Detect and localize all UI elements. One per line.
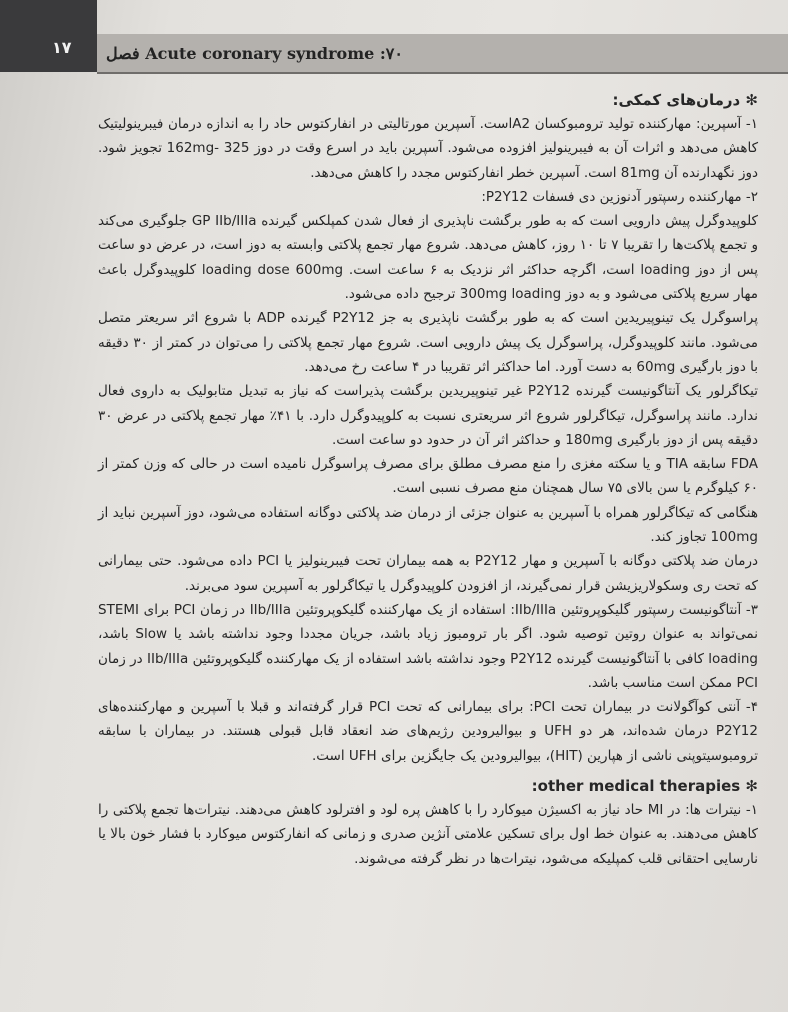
- paragraph-ticagrelor: تیکاگرلور یک آنتاگونیست گیرنده P2Y12 غیر تینوپیریدین برگشت پذیراست که نیاز به تبدیل متابولیک به داروی فعال ندارد. مانند پراسوگرل، تیکاگرلور شروع اثر سریعتری نسبت به کلوپیدوگرل دارد. با ۴۱٪ مهار تجمع پلاکتی در عرض ۳۰ دقیقه پس از دوز بارگیری 180mg و حداکثر اثر آن در حدود دو ساعت است.: [98, 383, 758, 448]
- main-text: [98, 88, 758, 871]
- paragraph-prasugrel: پراسوگرل یک تینوپیریدین است که به طور برگشت ناپذیری به جز P2Y12 گیرنده ADP با شروع اثر سریعتر متصل می‌شود. مانند کلوپیدوگرل، پراسوگرل یک پیش دارویی است. شروع مهار تجمع پلاکتی را می‌توان در کمتر از ۳۰ دقیقه با دوز بارگیری 60mg به دست آورد. اما حداکثر اثر تقریبا در ۴ ساعت رخ می‌دهد.: [98, 310, 758, 375]
- paragraph-gp-iib-iiia: ۳- آنتاگونیست رسپتور گلیکوپروتئین IIb/IIIa: استفاده از یک مهارکننده گلیکوپروتئین IIb/IIIa در زمان PCI برای STEMI نمی‌تواند به عنوان روتین توصیه شود. اگر بار ترومبوز زیاد باشد، جریان مجددا وجود نداشته باشد یا Slow باشد، loading کافی با آنتاگونیست گیرنده P2Y12 وجود نداشته باشد استفاده از یک مهارکننده گلیکوپروتئین IIb/IIIa در زمان PCI ممکن است مناسب باشد.: [98, 601, 758, 691]
- paragraph-fda: FDA سابقه TIA و یا سکته مغزی را منع مصرف مطلق برای مصرف پراسوگرل نامیده است در حالی که وزن کمتر از ۶۰ کیلوگرم یا سن بالای ۷۵ سال همچنان منع مصرف نسبی است.: [98, 456, 758, 497]
- paragraph-ticagrelor-aspirin-dose: هنگامی که تیکاگرلور همراه با آسپرین به عنوان جزئی از درمان ضد پلاکتی دوگانه استفاده می‌شود، دوز آسپرین نباید از 100mg تجاوز کند.: [98, 504, 758, 546]
- section-heading-other-medical-therapies: ✻ other medical therapies:: [531, 777, 758, 796]
- paragraph-anticoagulant: ۴- آنتی کوآگولانت در بیماران تحت PCI: برای بیمارانی که تحت PCI قرار گرفته‌اند و قبلا با آسپرین و مهارکننده‌های P2Y12 درمان شده‌اند، هر دو UFH و بیوالیرودین رژیم‌های ضد انعقاد قابل قبولی هستند. در بیماران با سابقه ترومبوسیتوپنی ناشی از هپارین (HIT)، بیوالیرودین یک جایگزین برای UFH است.: [98, 699, 758, 764]
- paragraph-clopidogrel: کلوپیدوگرل پیش دارویی است که به طور برگشت ناپذیری از فعال شدن کمپلکس گیرنده GP IIb/IIIa جلوگیری می‌کند و تجمع پلاکت‌ها را تقریبا ۷ تا ۱۰ روز، کاهش می‌دهد. شروع مهار تجمع پلاکتی وابسته به دوز است، در عرض دو ساعت پس از دوز loading است، اگرچه حداکثر اثر نزدیک به ۶ ساعت است. loading dose 600mg کلوپیدوگرل باعث مهار سریع پلاکتی می‌شود و به دوز 300mg loading ترجیح داده می‌شود.: [98, 213, 759, 303]
- paragraph-nitrates: ۱- نیترات ها: در MI حاد نیاز به اکسیژن میوکارد را با کاهش پره لود و افترلود کاهش می‌دهند. نیترات‌ها تجمع پلاکتی را کاهش می‌دهند. به عنوان خط اول برای تسکین علامتی آنژین صدری و زمانی که انفارکتوس میوکارد با فشار خون بالا یا نارسایی احتقانی قلب کمپلیکه می‌شود، نیترات‌ها در نظر گرفته می‌شوند.: [98, 802, 758, 867]
- section-heading-adjunct-therapies: ✻ درمان‌های کمکی:: [612, 91, 758, 109]
- paragraph-aspirin: ۱- آسپرین: مهارکننده تولید ترومبوکسان A2است. آسپرین مورتالیتی در انفارکتوس حاد را به اندازه درمان فیبرینولیتیک کاهش می‌دهد و اثرات آن به فیبرینولیز افزوده می‌شود. آسپرین باید در اسرع وقت در دوز 162mg- 325 تجویز شود. دوز نگهدارنده آن 81mg است. آسپرین خطر انفارکتوس مجدد را کاهش می‌دهد.: [98, 116, 759, 181]
- page-number-tab: [0, 0, 97, 72]
- paragraph-p2y12-title: ۲- مهارکننده رسپتور آدنوزین دی فسفات P2Y12:: [481, 188, 758, 205]
- page-number: ۱۷: [52, 38, 72, 57]
- paragraph-dual-antiplatelet: درمان ضد پلاکتی دوگانه با آسپرین و مهار P2Y12 به همه بیماران تحت فیبرینولیز یا PCI داده می‌شود. حتی بیمارانی که تحت ری وسکولاریزیشن قرار نمی‌گیرند، از افزودن کلوپیدوگرل یا تیکاگرلور به آسپرین سود می‌برند.: [98, 553, 758, 594]
- running-title: Acute coronary syndrome :۷۰ فصل: [106, 44, 403, 63]
- header-rule: [97, 72, 788, 74]
